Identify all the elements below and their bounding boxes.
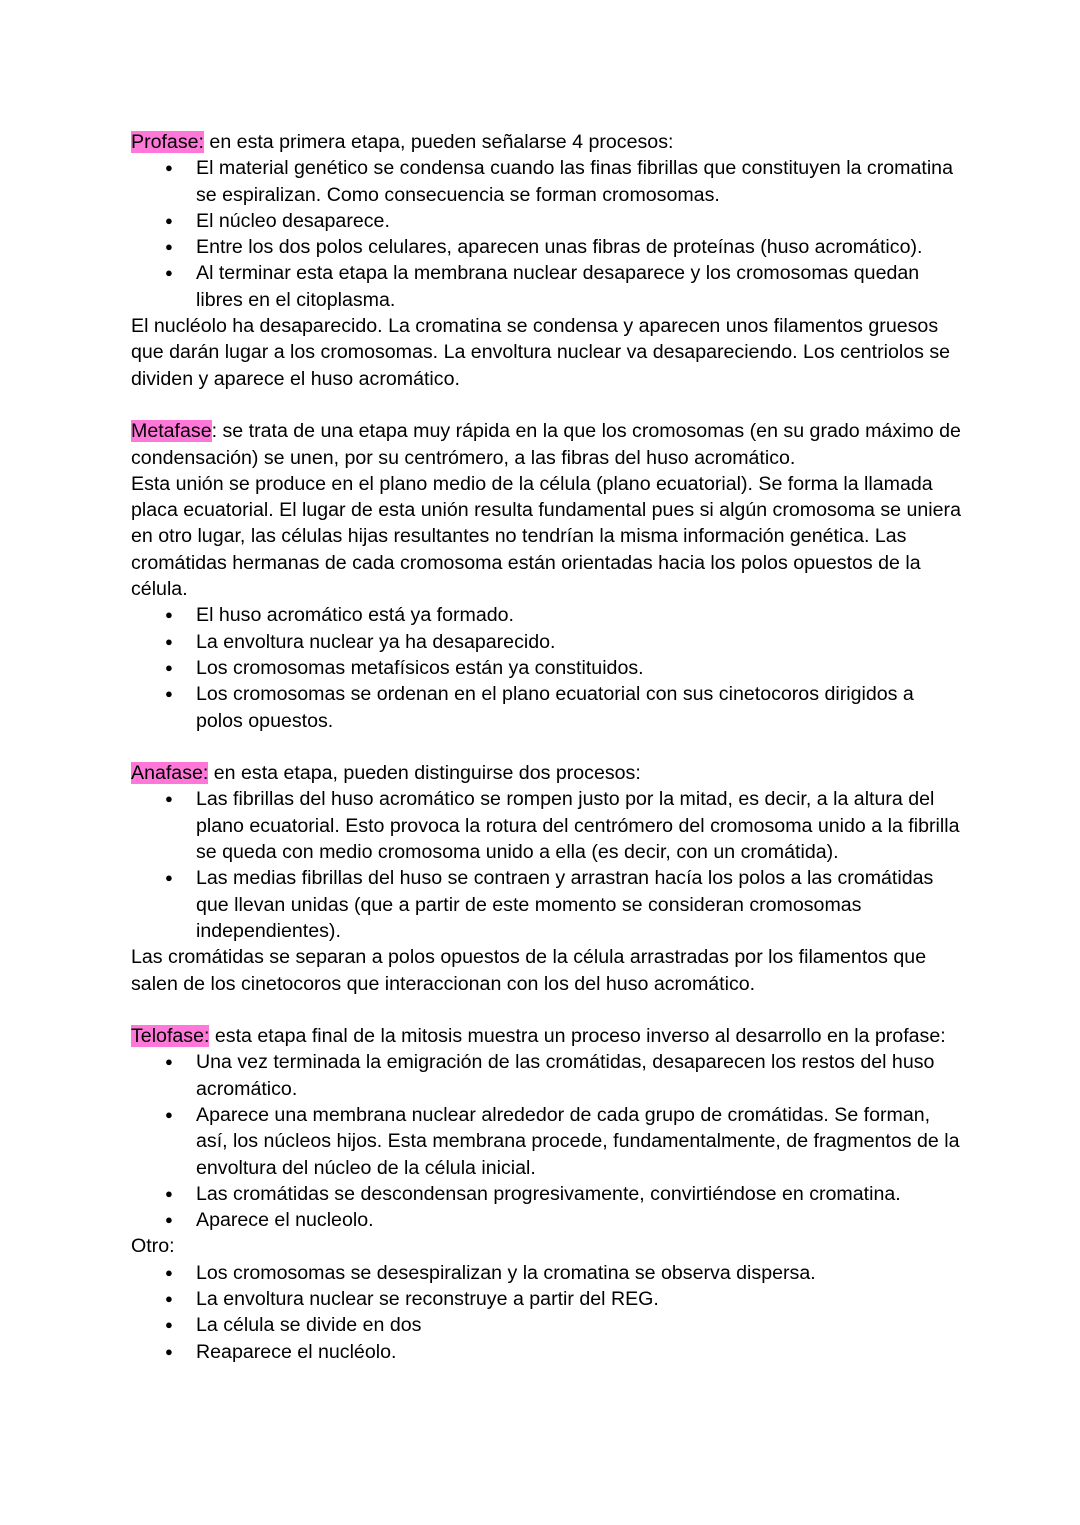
spacer	[131, 997, 961, 1023]
anafase-heading	[131, 760, 961, 786]
list-item: ● Entre los dos polos celulares, aparecen unas fibras de proteínas (huso acromático).	[131, 234, 961, 260]
anafase-intro: en esta etapa, pueden distinguirse dos procesos:	[208, 762, 641, 785]
profase-list	[131, 155, 961, 313]
list-item: ● Los cromosomas metafísicos están ya constituidos.	[131, 655, 961, 681]
list-item: ● Al terminar esta etapa la membrana nuclear desaparece y los cromosomas quedan libres en el citoplasma.	[131, 260, 961, 313]
telofase-label: Telofase:	[131, 1025, 210, 1048]
document-page	[131, 129, 961, 1365]
spacer	[131, 392, 961, 418]
profase-paragraph: El nucléolo ha desaparecido. La cromatina se condensa y aparecen unos filamentos gruesos que darán lugar a los cromosomas. La envoltura nuclear va desapareciendo. Los centriolos se dividen y aparece el huso acromático.	[131, 315, 951, 390]
metafase-list	[131, 602, 961, 733]
anafase-label: Anafase:	[131, 762, 209, 785]
list-item: ● Las cromátidas se descondensan progresivamente, convirtiéndose en cromatina.	[131, 1181, 961, 1207]
list-item: ● Reaparece el nucléolo.	[131, 1339, 961, 1365]
metafase-intro: : se trata de una etapa muy rápida en la que los cromosomas (en su grado máximo de condensación) se unen, por su centrómero, a las fibras del huso acromático.	[131, 420, 961, 469]
telofase-heading	[131, 1023, 961, 1049]
spacer	[131, 734, 961, 760]
list-item: ● Aparece el nucleolo.	[131, 1207, 961, 1233]
list-item: ● La envoltura nuclear se reconstruye a partir del REG.	[131, 1286, 961, 1312]
list-item: ● Una vez terminada la emigración de las cromátidas, desaparecen los restos del huso acromático.	[131, 1049, 961, 1102]
list-item: ● Las medias fibrillas del huso se contraen y arrastran hacía los polos a las cromátidas que llevan unidas (que a partir de este momento se consideran cromosomas independientes).	[131, 865, 961, 944]
list-item: ● Aparece una membrana nuclear alrededor de cada grupo de cromátidas. Se forman, así, los núcleos hijos. Esta membrana procede, fundamentalmente, de fragmentos de la envoltura del núcleo de la célula inicial.	[131, 1102, 961, 1181]
other-list	[131, 1260, 961, 1365]
list-item: ● La envoltura nuclear ya ha desaparecido.	[131, 629, 961, 655]
list-item: ● El material genético se condensa cuando las finas fibrillas que constituyen la cromatina se espiralizan. Como consecuencia se forman cromosomas.	[131, 155, 961, 208]
list-item: ● Los cromosomas se desespiralizan y la cromatina se observa dispersa.	[131, 1260, 961, 1286]
metafase-paragraph: Esta unión se produce en el plano medio de la célula (plano ecuatorial). Se forma la llamada placa ecuatorial. El lugar de esta unión resulta fundamental pues si algún cromosoma se uniera en otro lugar, las células hijas resultantes no tendrían la misma información genética. Las cromátidas hermanas de cada cromosoma están orientadas hacia los polos opuestos de la célula.	[131, 472, 961, 601]
list-item: ● Las fibrillas del huso acromático se rompen justo por la mitad, es decir, a la altura del plano ecuatorial. Esto provoca la rotura del centrómero del cromosoma unido a la fibrilla se queda con medio cromosoma unido a ella (es decir, con un cromátida).	[131, 786, 961, 865]
metafase-heading	[131, 418, 961, 471]
list-item: ● El huso acromático está ya formado.	[131, 602, 961, 628]
anafase-paragraph: Las cromátidas se separan a polos opuestos de la célula arrastradas por los filamentos que salen de los cinetocoros que interaccionan con los del huso acromático.	[131, 946, 927, 995]
metafase-label: Metafase	[131, 420, 212, 443]
telofase-list	[131, 1049, 961, 1233]
list-item: ● Los cromosomas se ordenan en el plano ecuatorial con sus cinetocoros dirigidos a polos opuestos.	[131, 681, 961, 734]
other-label: Otro:	[131, 1235, 175, 1258]
profase-label: Profase:	[131, 131, 204, 153]
list-item: ● El núcleo desaparece.	[131, 208, 961, 234]
anafase-list	[131, 786, 961, 944]
profase-heading	[131, 129, 961, 155]
profase-intro: en esta primera etapa, pueden señalarse 4 procesos:	[203, 131, 674, 153]
telofase-intro: esta etapa final de la mitosis muestra un proceso inverso al desarrollo en la profase:	[209, 1025, 946, 1048]
list-item: ● La célula se divide en dos	[131, 1312, 961, 1338]
